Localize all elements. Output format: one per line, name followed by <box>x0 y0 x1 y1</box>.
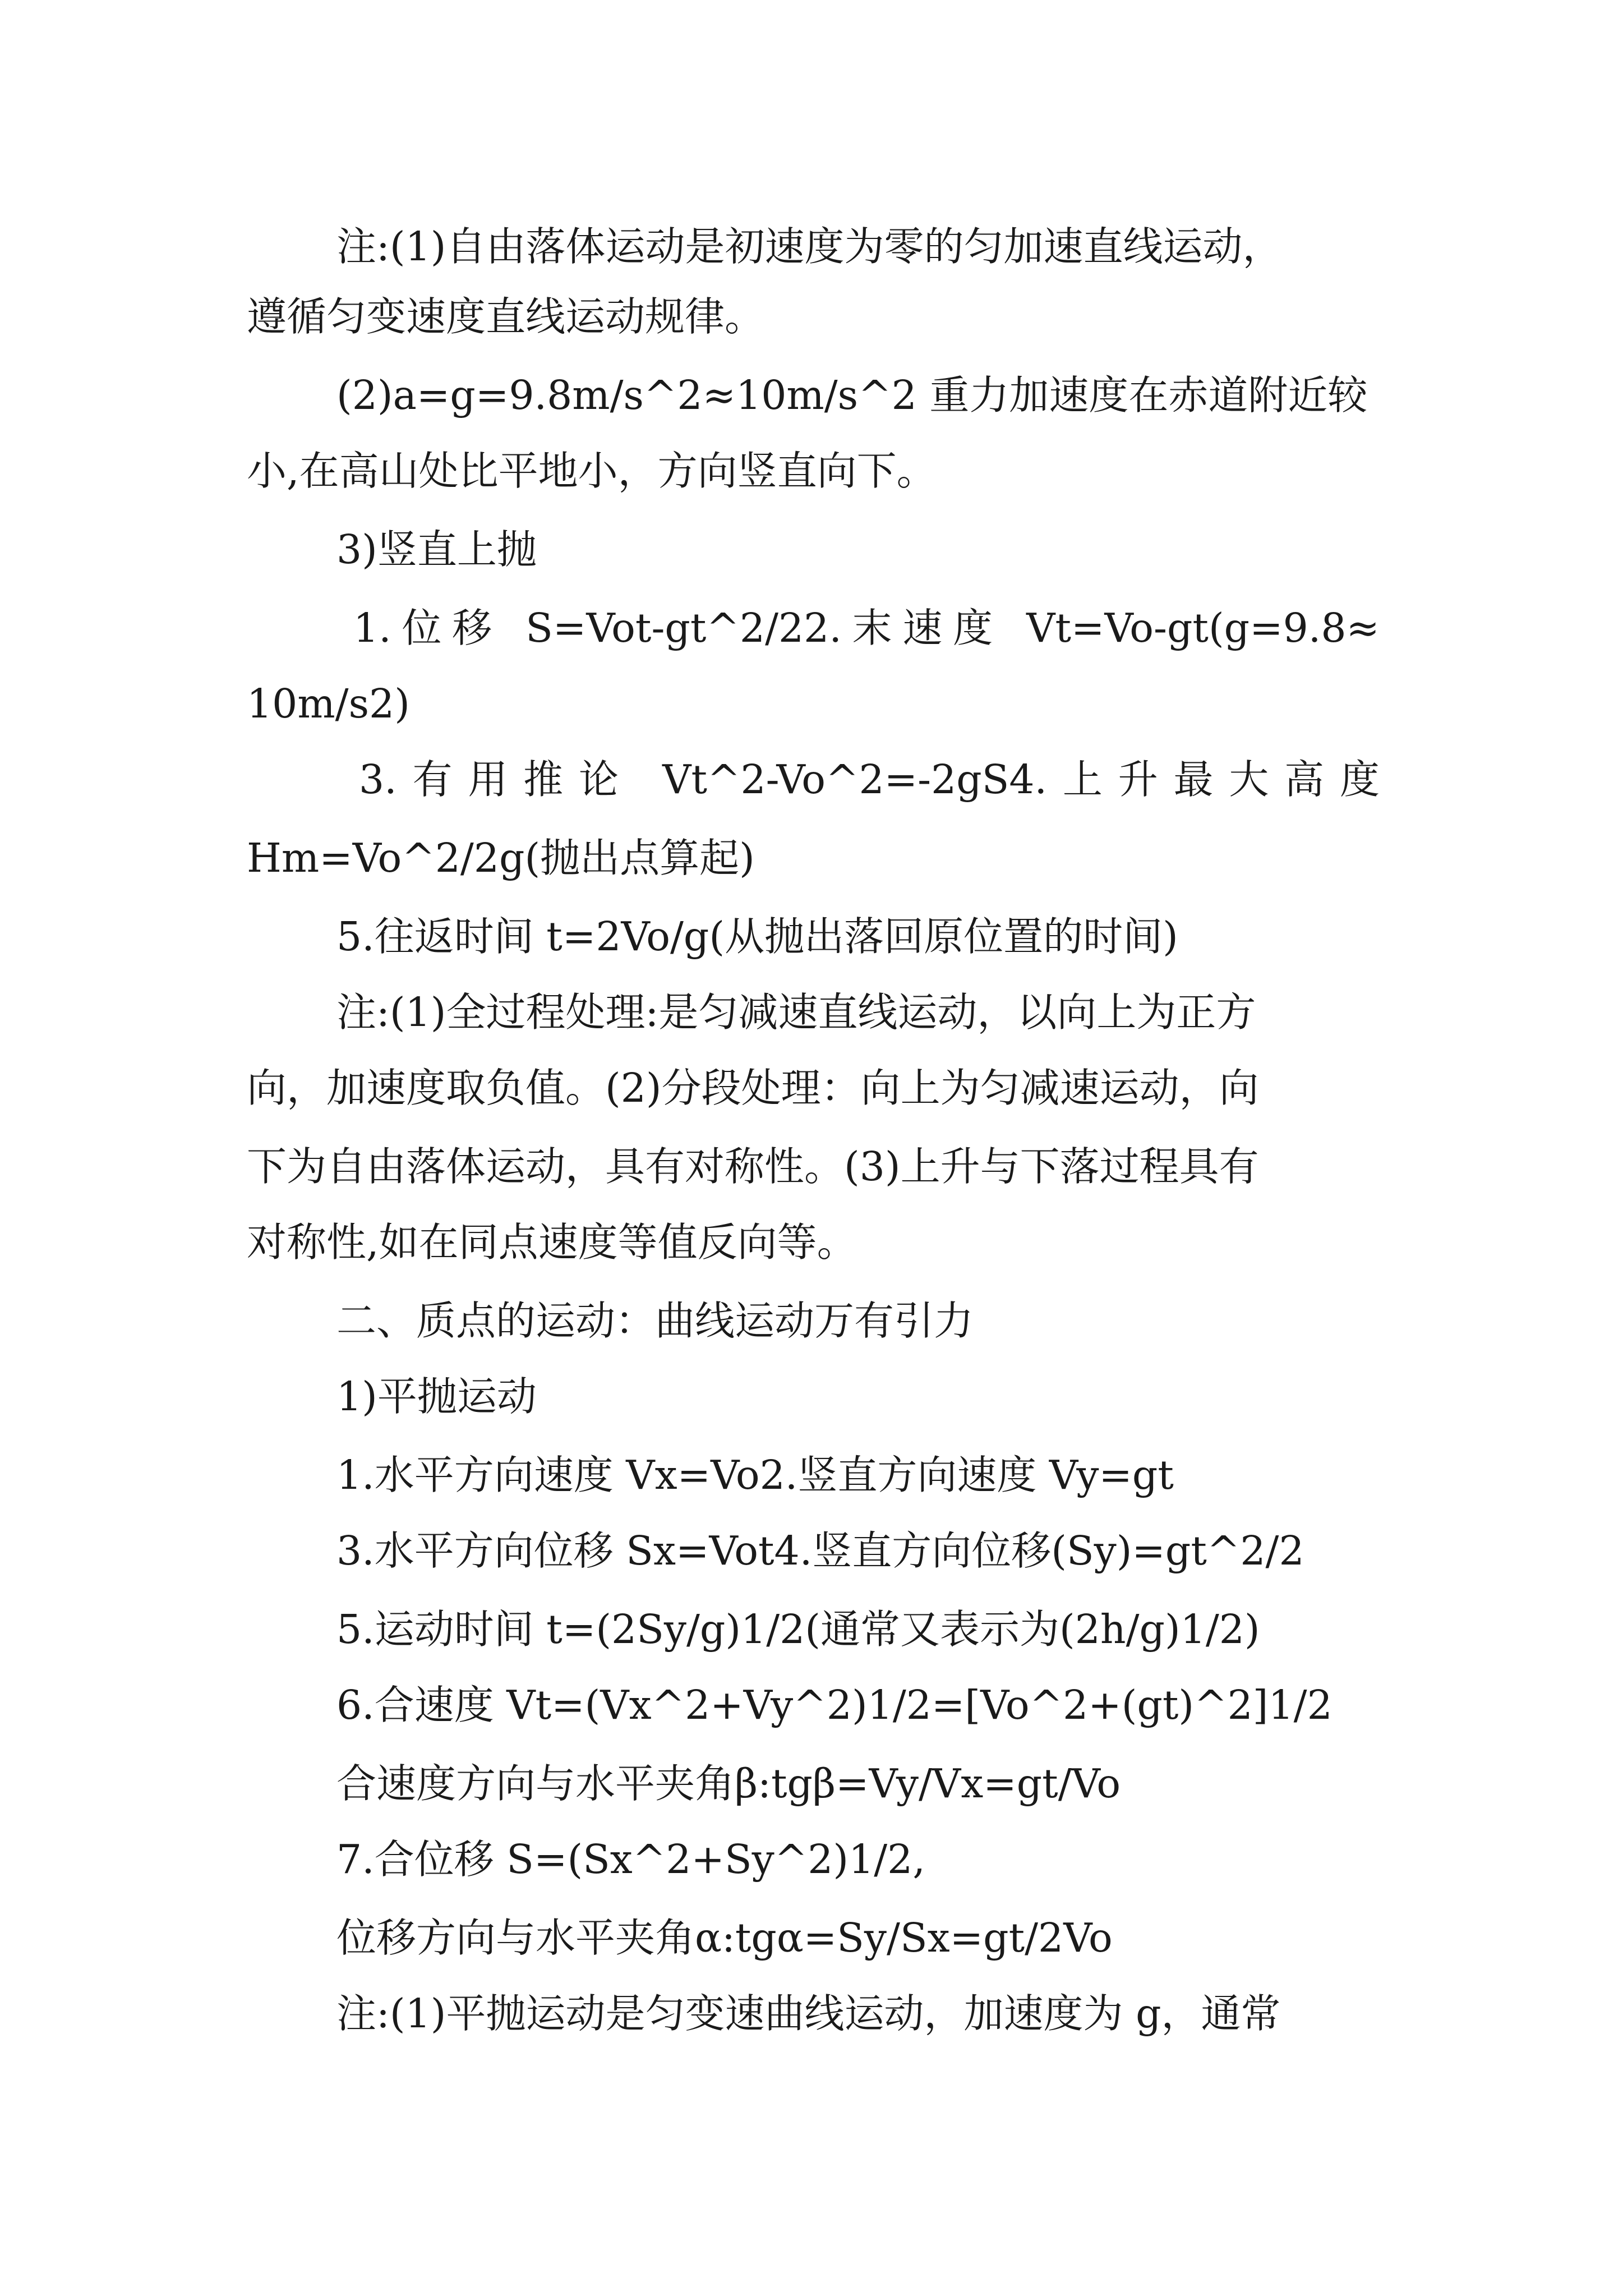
text-line: 7.合位移 S=(Sx^2+Sy^2)1/2, <box>336 1836 925 1883</box>
text-line: 5.往返时间 t=2Vo/g(从抛出落回原位置的时间) <box>336 913 1178 960</box>
text-line: Hm=Vo^2/2g(抛出点算起) <box>247 835 755 881</box>
text-line: 注:(1)自由落体运动是初速度为零的匀加速直线运动， <box>336 223 1283 270</box>
text-line: 3)竖直上抛 <box>336 526 537 573</box>
text-line: 向，加速度取负值。(2)分段处理：向上为匀减速运动，向 <box>247 1065 1259 1111</box>
text-line: 3.水平方向位移 Sx=Vot4.竖直方向位移(Sy)=gt^2/2 <box>336 1527 1304 1574</box>
text-line: 注:(1)全过程处理:是匀减速直线运动，以向上为正方 <box>336 989 1256 1036</box>
section-heading: 二、质点的运动：曲线运动万有引力 <box>336 1297 974 1344</box>
text-line: 3.有用推论 Vt^2-Vo^2=-2gS4.上升最大高度 <box>359 756 1380 803</box>
text-line: 10m/s2) <box>247 680 410 727</box>
text-line: 下为自由落体运动，具有对称性。(3)上升与下落过程具有 <box>247 1143 1259 1190</box>
text-line: 注:(1)平抛运动是匀变速曲线运动，加速度为 g，通常 <box>336 1990 1281 2037</box>
text-line: 1.位移 S=Vot-gt^2/22.末速度 Vt=Vo-gt(g=9.8≈ <box>353 605 1380 651</box>
text-line: (2)a=g=9.8m/s^2≈10m/s^2 重力加速度在赤道附近较 <box>336 372 1368 418</box>
text-line: 对称性,如在同点速度等值反向等。 <box>247 1219 857 1266</box>
text-line: 1.水平方向速度 Vx=Vo2.竖直方向速度 Vy=gt <box>336 1452 1174 1498</box>
text-line: 位移方向与水平夹角α:tgα=Sy/Sx=gt/2Vo <box>336 1915 1113 1961</box>
text-line: 5.运动时间 t=(2Sy/g)1/2(通常又表示为(2h/g)1/2) <box>336 1606 1260 1653</box>
text-line: 遵循匀变速度直线运动规律。 <box>247 293 765 340</box>
text-line: 6.合速度 Vt=(Vx^2+Vy^2)1/2=[Vo^2+(gt)^2]1/2 <box>336 1682 1332 1728</box>
text-line: 合速度方向与水平夹角β:tgβ=Vy/Vx=gt/Vo <box>336 1760 1121 1807</box>
text-line: 小,在高山处比平地小，方向竖直向下。 <box>247 448 937 494</box>
subsection-heading: 1)平抛运动 <box>336 1373 537 1420</box>
